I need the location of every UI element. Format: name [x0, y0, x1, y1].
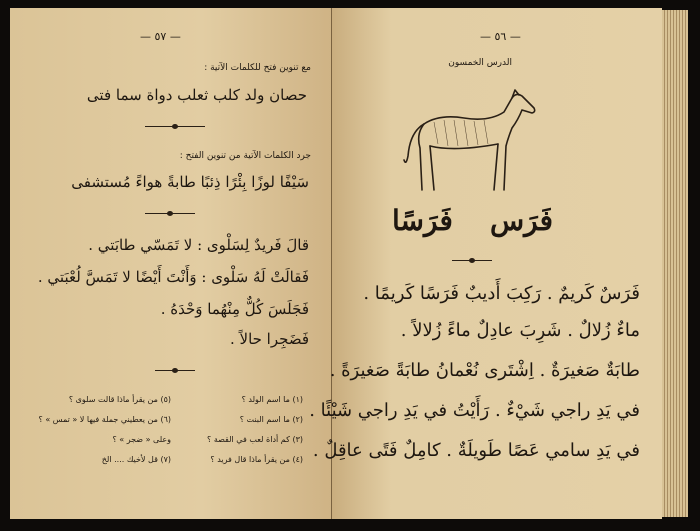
left-page: [10, 8, 332, 519]
lesson-title: الدرس الخمسون: [448, 58, 512, 68]
right-page: [309, 8, 662, 519]
story-line: فَضَجِرا حالاً .: [229, 330, 309, 348]
story-line: قالَ فَريدٌ لِسَلْوى : لا تَمَسّي طابَتي .: [88, 236, 309, 254]
story-line: فَجَلَسَ كُلٌّ مِنْهُما وَحْدَهُ .: [160, 300, 309, 318]
title-word: فَرَسًا: [392, 204, 453, 237]
title-word: فَرَس: [490, 204, 554, 237]
text-line: في يَدِ راجي شَيْءٌ . رَأَيْتُ في يَدِ راجي شَيْئًا .: [309, 400, 640, 421]
divider: [452, 260, 492, 261]
question: (٦) من يعطيني جملة فيها لا « تمس » ؟: [38, 415, 171, 424]
story-line: فَقالَتْ لَهُ سَلْوى : وَأَنْتَ أَيْضًا لا تَمَسَّ لُعْبَتي .: [37, 268, 309, 286]
page-number: — ٥٧ —: [140, 30, 181, 43]
divider: [145, 213, 195, 214]
text-line: في يَدِ سامي عَصًا طَويلَةٌ . كامِلٌ فَتًى عاقِلٌ .: [312, 440, 640, 461]
question: (١) ما اسم الولد ؟: [241, 395, 303, 404]
page-number: — ٥٦ —: [480, 30, 521, 43]
page-edges: [662, 10, 688, 517]
text-line: فَرَسٌ كَريمٌ . رَكِبَ أَديبٌ فَرَسًا كَريمًا .: [363, 283, 640, 304]
text-line: طابَةٌ صَغيرَةٌ . اِشْتَرى نُعْمانُ طابَةً صَغيرَةً .: [329, 360, 640, 381]
horse-illustration: [394, 86, 544, 198]
text-line: ماءٌ زُلالٌ . شَرِبَ عادِلٌ ماءً زُلالاً .: [400, 320, 640, 341]
question: (٥) من يقرأ ماذا قالت سلوى ؟: [68, 395, 171, 404]
word-list: حصان ولد كلب ثعلب دواة سما فتى: [86, 86, 307, 104]
divider: [145, 126, 205, 127]
question: (٢) ما اسم البنت ؟: [239, 415, 303, 424]
divider: [155, 370, 195, 371]
question: وعلى « ضجر » ؟: [112, 435, 171, 444]
question: (٤) من يقرأ ماذا قال فريد ؟: [210, 455, 303, 464]
instruction: جرد الكلمات الآتية من تنوين الفتح :: [179, 151, 311, 161]
question: (٣) كم أداة لعب في القصة ؟: [207, 435, 303, 444]
instruction: مع تنوين فتح للكلمات الآتية :: [204, 63, 311, 73]
question: (٧) قل لأخيك .... الخ: [101, 455, 171, 464]
word-list: سَيْفًا لوزًا بِئْرًا ذِئبًا طابةً هواءً مُستشفى: [71, 173, 309, 191]
